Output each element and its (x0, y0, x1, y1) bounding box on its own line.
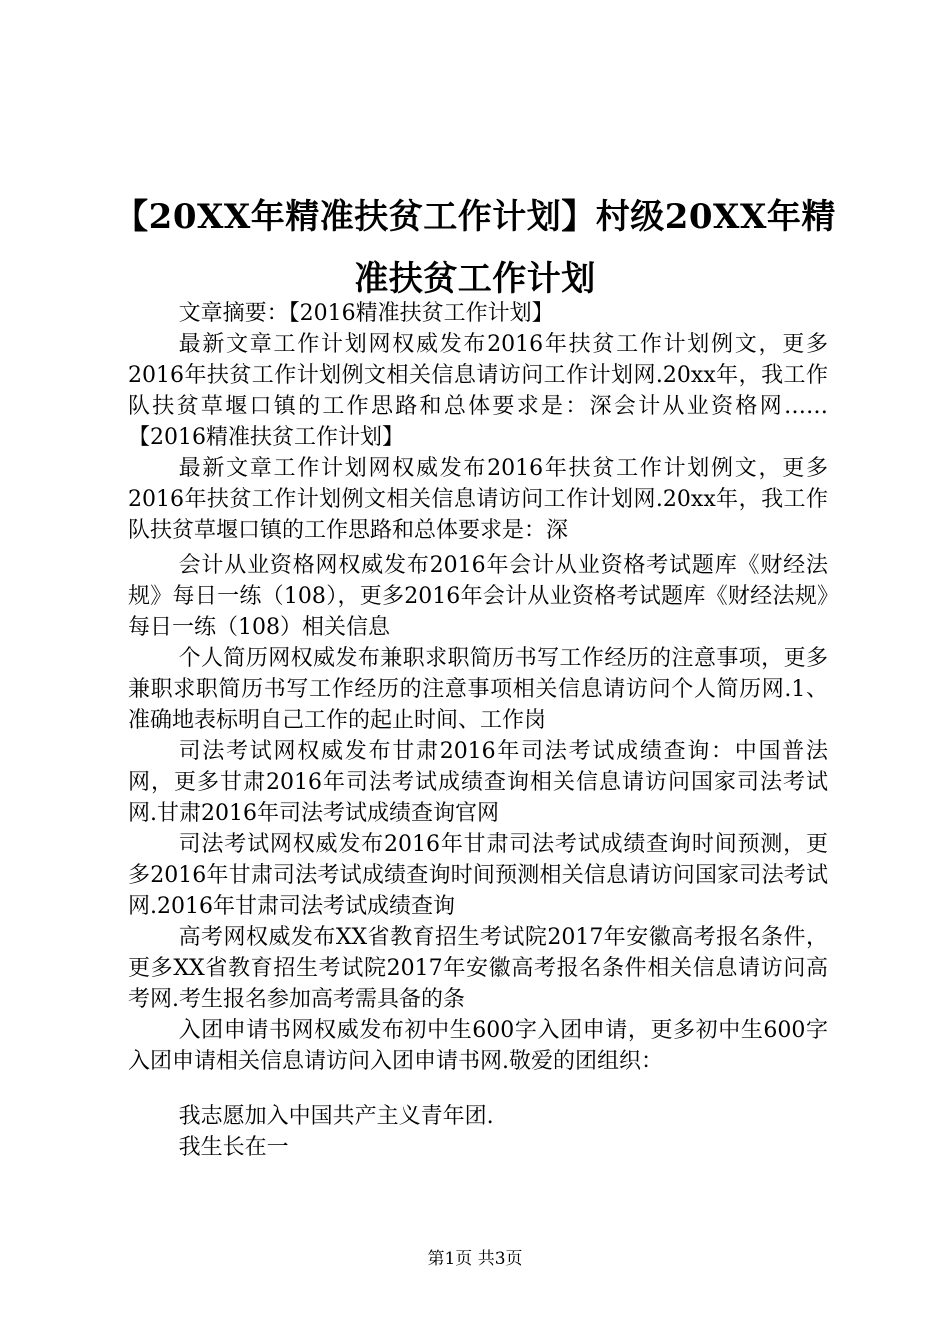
paragraph: 个人简历网权威发布兼职求职简历书写工作经历的注意事项，更多兼职求职简历书写工作经历的注意事项相关信息请访问个人简历网.1、准确地表标明自己工作的起止时间、工作岗 (128, 646, 828, 733)
paragraph: 司法考试网权威发布2016年甘肃司法考试成绩查询时间预测，更多2016年甘肃司法考试成绩查询时间预测相关信息请访问国家司法考试网.2016年甘肃司法考试成绩查询 (128, 832, 828, 919)
title-line-2: 准扶贫工作计划 (354, 259, 596, 299)
paragraph: 司法考试网权威发布甘肃2016年司法考试成绩查询：中国普法网，更多甘肃2016年司法考试成绩查询相关信息请访问国家司法考试网.甘肃2016年司法考试成绩查询官网 (128, 739, 828, 826)
paragraph: 我志愿加入中国共产主义青年团. (178, 1104, 494, 1129)
paragraph: 入团申请书网权威发布初中生600字入团申请，更多初中生600字入团申请相关信息请访问入团申请书网.敬爱的团组织： (128, 1018, 828, 1074)
paragraph: 我生长在一 (178, 1135, 289, 1160)
title-line-1: 【20XX年精准扶贫工作计划】村级20XX年精 (114, 197, 836, 237)
paragraph: 会计从业资格网权威发布2016年会计从业资格考试题库《财经法规》每日一练（108），更多2016年会计从业资格考试题库《财经法规》每日一练（108）相关信息 (128, 553, 828, 640)
document-body (128, 298, 828, 1163)
paragraph-abstract: 文章摘要：【2016精准扶贫工作计划】 (178, 301, 554, 326)
document-title (110, 186, 840, 310)
page-footer: 第1页 共3页 (427, 1249, 523, 1269)
paragraph: 高考网权威发布XX省教育招生考试院2017年安徽高考报名条件，更多XX省教育招生考试院2017年安徽高考报名条件相关信息请访问高考网.考生报名参加高考需具备的条 (128, 925, 828, 1012)
paragraph: 最新文章工作计划网权威发布2016年扶贫工作计划例文，更多2016年扶贫工作计划例文相关信息请访问工作计划网.20xx年，我工作队扶贫草堰口镇的工作思路和总体要求是：深 (128, 456, 828, 543)
paragraph: 最新文章工作计划网权威发布2016年扶贫工作计划例文，更多2016年扶贫工作计划例文相关信息请访问工作计划网.20xx年，我工作队扶贫草堰口镇的工作思路和总体要求是：深会计从业资格网……【2016精准扶贫工作计划】 (128, 332, 828, 450)
